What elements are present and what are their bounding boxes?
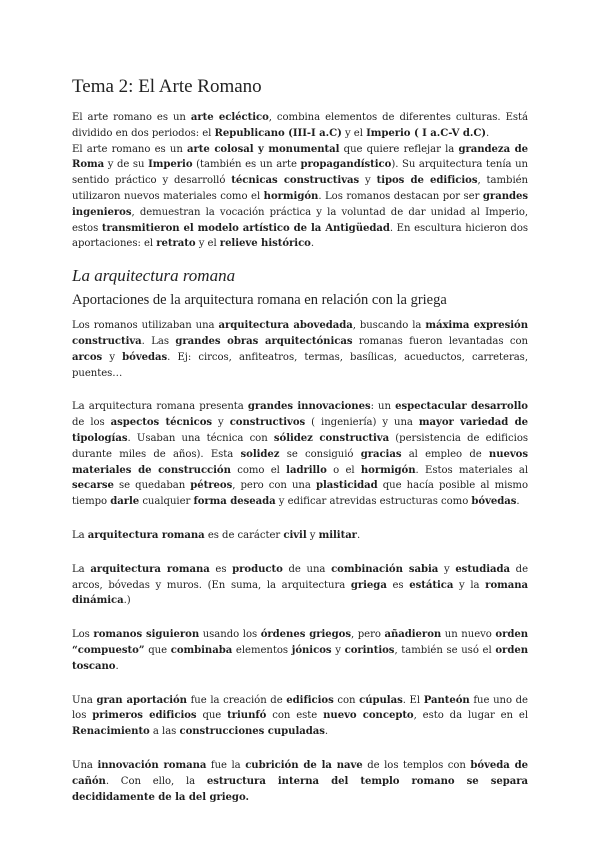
text-run: .: [486, 127, 490, 139]
bold-text: estudiada: [455, 563, 510, 575]
bold-text: propagandístico: [300, 159, 392, 171]
bold-text: espectacular desarrollo: [395, 401, 528, 413]
bold-text: innovación romana: [97, 759, 207, 771]
text-run: fue la: [206, 759, 246, 771]
bold-text: cubrición de la nave: [245, 759, 363, 771]
bold-text: arcos: [72, 351, 103, 363]
text-run: .: [115, 660, 119, 672]
text-run: con este: [266, 710, 324, 722]
bold-text: mayor variedad de tipologías: [72, 417, 528, 444]
text-run: es: [386, 579, 410, 591]
text-run: romanas fueron levantadas con: [352, 335, 528, 347]
bold-text: gran aportación: [96, 694, 187, 706]
text-run: que hacía posible al mismo tiempo: [72, 480, 528, 508]
aportaciones-section: [72, 318, 528, 805]
bold-text: Panteón: [423, 694, 470, 706]
text-run: , también utilizaron nuevos materiales como el: [72, 175, 528, 202]
bold-text: combinación sabia: [331, 563, 439, 575]
text-run: Una: [72, 694, 97, 706]
ordenes-paragraph: [72, 627, 528, 674]
bold-text: edificios: [286, 694, 334, 706]
text-run: que: [144, 644, 171, 656]
bold-text: grandes obras arquitectónicas: [175, 335, 353, 347]
text-run: y el: [195, 238, 220, 250]
section-heading-arquitectura: La arquitectura romana: [72, 266, 236, 286]
abovedada-paragraph: [72, 318, 528, 381]
bold-text: construcciones cupuladas: [179, 726, 325, 738]
bold-text: romana dinámica: [72, 579, 529, 607]
bold-text: primeros edificios: [92, 710, 197, 722]
bold-text: bóveda de cañón: [72, 759, 528, 787]
text-run: se quedaban: [113, 480, 191, 492]
bold-text: militar: [318, 529, 357, 541]
text-run: es: [209, 563, 233, 575]
text-run: que quiere reflejar la: [339, 143, 459, 155]
bold-text: gracias: [360, 448, 402, 460]
text-run: de los: [72, 417, 111, 429]
bold-text: plasticidad: [315, 480, 378, 492]
text-run: y: [102, 351, 123, 363]
text-run: . Estos materiales al: [415, 464, 529, 476]
bold-text: arte colosal y monumental: [187, 143, 340, 155]
cupulas-paragraph: [72, 693, 528, 740]
text-run: es de carácter: [204, 529, 284, 541]
bold-text: nuevo concepto: [323, 710, 414, 722]
text-run: fue uno de los: [72, 694, 528, 722]
bold-text: estructura interna del templo romano se separa decididamente de la del griego.: [72, 775, 528, 803]
text-run: .: [324, 726, 329, 738]
bold-text: arquitectura romana: [87, 529, 205, 541]
bold-text: estática: [409, 579, 454, 591]
bold-text: bóvedas: [122, 351, 168, 363]
bold-text: griega: [350, 579, 387, 591]
bold-text: hormigón: [360, 464, 416, 476]
text-run: fue la creación de: [186, 694, 287, 706]
text-run: se consiguió: [279, 448, 361, 460]
text-run: . Los romanos destacan por ser: [318, 190, 483, 202]
bold-text: relieve histórico: [219, 238, 311, 250]
bold-text: orden toscano: [72, 644, 528, 672]
text-run: ( ingeniería) y una: [305, 417, 419, 429]
bold-text: arquitectura abovedada: [218, 320, 353, 332]
text-run: ). Su arquitectura tenía un sentido práctico y desarrolló: [72, 159, 528, 187]
bold-text: bóvedas: [471, 496, 517, 508]
text-run: Los romanos utilizaban una: [72, 320, 219, 332]
text-run: elementos: [232, 644, 292, 656]
text-run: : un: [370, 401, 396, 413]
bold-text: retrato: [156, 238, 196, 250]
bold-text: cúpulas: [359, 694, 403, 706]
text-run: .: [356, 529, 361, 541]
text-run: , pero: [351, 629, 385, 641]
bold-text: Imperio: [148, 159, 193, 171]
text-run: cualquier: [139, 496, 194, 508]
subsection-heading-aportaciones: Aportaciones de la arquitectura romana en relación con la griega: [72, 292, 447, 309]
bold-text: nuevos materiales de construcción: [72, 448, 528, 476]
text-run: , demuestran la vocación práctica y la voluntad de dar unidad al Imperio, estos: [72, 206, 528, 234]
text-run: , buscando la: [352, 320, 426, 332]
bold-text: arte ecléctico: [190, 112, 269, 123]
intro-section: [72, 110, 528, 252]
bold-text: Republicano (III-I a.C): [214, 127, 342, 139]
text-run: como el: [230, 464, 287, 476]
text-run: La: [72, 563, 91, 575]
bold-text: combinaba: [170, 644, 233, 656]
text-run: con: [333, 694, 360, 706]
text-run: . Con ello, la: [105, 775, 207, 787]
text-run: y: [331, 644, 345, 656]
text-run: de una: [282, 563, 332, 575]
text-run: , esto da lugar en el: [413, 710, 529, 722]
text-run: . Las: [141, 335, 176, 347]
text-run: a las: [149, 726, 180, 738]
text-run: El arte romano es un: [72, 112, 191, 123]
text-run: , también se usó el: [394, 644, 496, 656]
civil-paragraph: [72, 528, 528, 544]
bold-text: grandes ingenieros: [72, 190, 528, 218]
text-run: .): [123, 595, 131, 607]
text-run: y: [438, 563, 456, 575]
bold-text: grandeza de Roma: [72, 143, 529, 171]
intro-paragraph: [72, 110, 528, 142]
text-run: un nuevo: [441, 629, 496, 641]
bold-text: forma deseada: [193, 496, 276, 508]
text-run: El arte romano es un: [72, 143, 188, 155]
bold-text: orden “compuesto”: [72, 629, 529, 656]
text-run: . Ej: circos, anfiteatros, termas, basílicas, acueductos, carreteras, puentes…: [72, 351, 528, 379]
bold-text: ladrillo: [286, 464, 327, 476]
text-run: , combina elementos de diferentes culturas. Está dividido en dos periodos: el: [72, 112, 528, 139]
text-run: (persistencia de edificios durante miles de años). Esta: [72, 432, 528, 460]
bold-text: arquitectura romana: [90, 563, 210, 575]
bold-text: civil: [283, 529, 307, 541]
text-run: La: [72, 529, 88, 541]
bold-text: constructivos: [229, 417, 306, 429]
bold-text: tipos de edificios: [376, 175, 478, 187]
bold-text: Imperio ( I a.C-V d.C): [366, 127, 487, 139]
bold-text: técnicas constructivas: [231, 175, 360, 187]
text-run: y el: [341, 127, 367, 139]
text-run: . Usaban una técnica con: [127, 432, 274, 444]
text-run: o el: [326, 464, 361, 476]
bold-text: máxima expresión constructiva: [72, 320, 528, 347]
text-run: y edificar atrevidas estructuras como: [275, 496, 472, 508]
bold-text: grandes innovaciones: [247, 401, 371, 413]
bold-text: aspectos técnicos: [110, 417, 213, 429]
colosal-paragraph: [72, 142, 528, 253]
text-run: y: [359, 175, 377, 187]
text-run: usando los: [199, 629, 261, 641]
bold-text: órdenes griegos: [260, 629, 351, 641]
innovaciones-paragraph: [72, 399, 528, 510]
text-run: (también es un arte: [192, 159, 301, 171]
text-run: y de su: [104, 159, 149, 171]
bold-text: sólidez constructiva: [273, 432, 390, 444]
text-run: al empleo de: [401, 448, 489, 460]
bold-text: romanos siguieron: [93, 629, 200, 641]
page-title: Tema 2: El Arte Romano: [72, 76, 262, 97]
bold-text: transmitieron el modelo artístico de la Antigüedad: [101, 222, 390, 234]
text-run: que: [196, 710, 228, 722]
text-run: La arquitectura romana presenta: [72, 401, 248, 413]
text-run: de arcos, bóvedas y muros. (En suma, la arquitectura: [72, 563, 529, 591]
producto-paragraph: [72, 562, 528, 609]
bold-text: triunfó: [227, 710, 267, 722]
text-run: Los: [72, 629, 94, 641]
text-run: y: [212, 417, 230, 429]
text-run: .: [516, 496, 520, 508]
bold-text: hormigón: [263, 190, 319, 202]
bold-text: darle: [110, 496, 140, 508]
bold-text: Renacimiento: [72, 726, 150, 738]
text-run: . En escultura hicieron dos aportaciones: el: [72, 222, 528, 250]
bold-text: corintios: [344, 644, 395, 656]
nave-paragraph: [72, 758, 528, 805]
text-run: de los templos con: [362, 759, 471, 771]
bold-text: pétreos: [190, 480, 233, 492]
text-run: Una: [72, 759, 98, 771]
bold-text: añadieron: [384, 629, 442, 641]
text-run: , pero con una: [232, 480, 316, 492]
text-run: .: [310, 238, 315, 250]
bold-text: producto: [232, 563, 283, 575]
text-run: . El: [402, 694, 424, 706]
text-run: y la: [453, 579, 486, 591]
bold-text: secarse: [72, 480, 114, 492]
bold-text: jónicos: [291, 644, 332, 656]
bold-text: solidez: [240, 448, 280, 460]
text-run: y: [306, 529, 319, 541]
